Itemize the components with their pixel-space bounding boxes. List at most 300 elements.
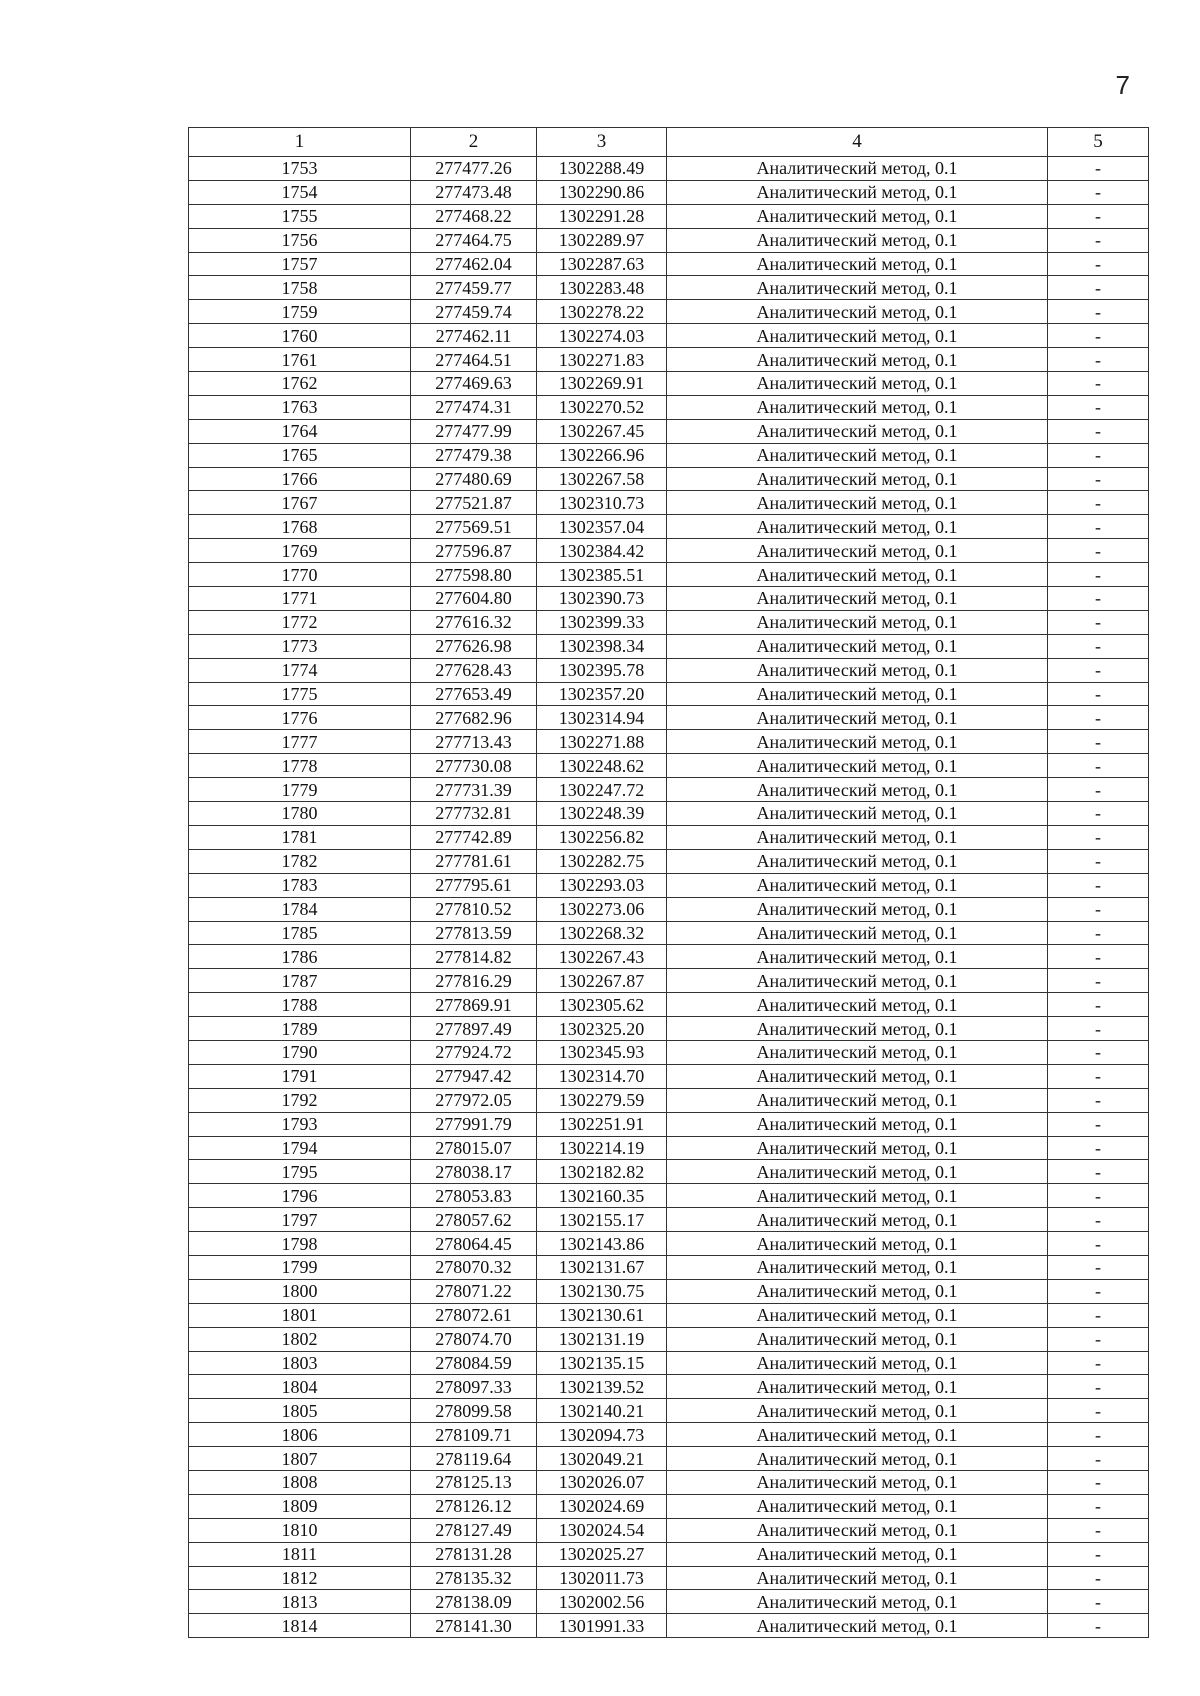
method-cell: Аналитический метод, 0.1 <box>667 1088 1048 1112</box>
note-cell: - <box>1048 825 1149 849</box>
table-row <box>189 682 1149 706</box>
method-cell: Аналитический метод, 0.1 <box>667 1494 1048 1518</box>
method-cell: Аналитический метод, 0.1 <box>667 1518 1048 1542</box>
x-coordinate-cell: 278074.70 <box>411 1327 537 1351</box>
table-row <box>189 1542 1149 1566</box>
point-number-cell: 1787 <box>189 969 411 993</box>
table-row <box>189 300 1149 324</box>
table-row <box>189 634 1149 658</box>
note-cell: - <box>1048 802 1149 826</box>
note-cell: - <box>1048 1566 1149 1590</box>
note-cell: - <box>1048 849 1149 873</box>
x-coordinate-cell: 277626.98 <box>411 634 537 658</box>
y-coordinate-cell: 1302385.51 <box>537 563 667 587</box>
note-cell: - <box>1048 1208 1149 1232</box>
y-coordinate-cell: 1302011.73 <box>537 1566 667 1590</box>
x-coordinate-cell: 277598.80 <box>411 563 537 587</box>
note-cell: - <box>1048 1542 1149 1566</box>
note-cell: - <box>1048 1470 1149 1494</box>
table-row <box>189 1447 1149 1471</box>
table-row <box>189 1136 1149 1160</box>
table-row <box>189 276 1149 300</box>
method-cell: Аналитический метод, 0.1 <box>667 706 1048 730</box>
note-cell: - <box>1048 921 1149 945</box>
x-coordinate-cell: 278135.32 <box>411 1566 537 1590</box>
point-number-cell: 1784 <box>189 897 411 921</box>
x-coordinate-cell: 277596.87 <box>411 539 537 563</box>
x-coordinate-cell: 277682.96 <box>411 706 537 730</box>
method-cell: Аналитический метод, 0.1 <box>667 372 1048 396</box>
table-row <box>189 1088 1149 1112</box>
note-cell: - <box>1048 300 1149 324</box>
point-number-cell: 1801 <box>189 1303 411 1327</box>
y-coordinate-cell: 1302293.03 <box>537 873 667 897</box>
method-cell: Аналитический метод, 0.1 <box>667 921 1048 945</box>
y-coordinate-cell: 1302395.78 <box>537 658 667 682</box>
y-coordinate-cell: 1302131.67 <box>537 1255 667 1279</box>
point-number-cell: 1779 <box>189 778 411 802</box>
method-cell: Аналитический метод, 0.1 <box>667 1136 1048 1160</box>
note-cell: - <box>1048 1088 1149 1112</box>
point-number-cell: 1766 <box>189 467 411 491</box>
table-row <box>189 1351 1149 1375</box>
method-cell: Аналитический метод, 0.1 <box>667 1303 1048 1327</box>
x-coordinate-cell: 278125.13 <box>411 1470 537 1494</box>
table-row <box>189 228 1149 252</box>
x-coordinate-cell: 277464.75 <box>411 228 537 252</box>
note-cell: - <box>1048 1160 1149 1184</box>
table-row <box>189 563 1149 587</box>
y-coordinate-cell: 1302390.73 <box>537 587 667 611</box>
y-coordinate-cell: 1302182.82 <box>537 1160 667 1184</box>
x-coordinate-cell: 277462.11 <box>411 324 537 348</box>
point-number-cell: 1804 <box>189 1375 411 1399</box>
y-coordinate-cell: 1302131.19 <box>537 1327 667 1351</box>
x-coordinate-cell: 277816.29 <box>411 969 537 993</box>
table-row <box>189 993 1149 1017</box>
note-cell: - <box>1048 658 1149 682</box>
coordinates-table-container <box>188 127 1148 1638</box>
method-cell: Аналитический метод, 0.1 <box>667 1160 1048 1184</box>
y-coordinate-cell: 1302155.17 <box>537 1208 667 1232</box>
x-coordinate-cell: 278070.32 <box>411 1255 537 1279</box>
point-number-cell: 1757 <box>189 252 411 276</box>
note-cell: - <box>1048 778 1149 802</box>
table-row <box>189 443 1149 467</box>
note-cell: - <box>1048 945 1149 969</box>
method-cell: Аналитический метод, 0.1 <box>667 730 1048 754</box>
x-coordinate-cell: 277869.91 <box>411 993 537 1017</box>
point-number-cell: 1810 <box>189 1518 411 1542</box>
x-coordinate-cell: 278127.49 <box>411 1518 537 1542</box>
table-row <box>189 1279 1149 1303</box>
point-number-cell: 1768 <box>189 515 411 539</box>
table-row <box>189 802 1149 826</box>
y-coordinate-cell: 1302160.35 <box>537 1184 667 1208</box>
point-number-cell: 1756 <box>189 228 411 252</box>
table-row <box>189 324 1149 348</box>
note-cell: - <box>1048 1112 1149 1136</box>
note-cell: - <box>1048 873 1149 897</box>
table-row <box>189 1470 1149 1494</box>
y-coordinate-cell: 1302025.27 <box>537 1542 667 1566</box>
point-number-cell: 1780 <box>189 802 411 826</box>
x-coordinate-cell: 278099.58 <box>411 1399 537 1423</box>
table-row <box>189 1327 1149 1351</box>
x-coordinate-cell: 278138.09 <box>411 1590 537 1614</box>
point-number-cell: 1783 <box>189 873 411 897</box>
x-coordinate-cell: 277521.87 <box>411 491 537 515</box>
method-cell: Аналитический метод, 0.1 <box>667 993 1048 1017</box>
y-coordinate-cell: 1302274.03 <box>537 324 667 348</box>
y-coordinate-cell: 1302279.59 <box>537 1088 667 1112</box>
x-coordinate-cell: 278119.64 <box>411 1447 537 1471</box>
method-cell: Аналитический метод, 0.1 <box>667 778 1048 802</box>
table-row <box>189 1566 1149 1590</box>
table-row <box>189 1399 1149 1423</box>
y-coordinate-cell: 1302248.62 <box>537 754 667 778</box>
note-cell: - <box>1048 157 1149 181</box>
x-coordinate-cell: 278072.61 <box>411 1303 537 1327</box>
method-cell: Аналитический метод, 0.1 <box>667 1112 1048 1136</box>
x-coordinate-cell: 277730.08 <box>411 754 537 778</box>
y-coordinate-cell: 1302357.04 <box>537 515 667 539</box>
table-row <box>189 204 1149 228</box>
x-coordinate-cell: 277569.51 <box>411 515 537 539</box>
table-row <box>189 825 1149 849</box>
point-number-cell: 1762 <box>189 372 411 396</box>
method-cell: Аналитический метод, 0.1 <box>667 849 1048 873</box>
table-row <box>189 348 1149 372</box>
y-coordinate-cell: 1302251.91 <box>537 1112 667 1136</box>
method-cell: Аналитический метод, 0.1 <box>667 1232 1048 1256</box>
table-row <box>189 1375 1149 1399</box>
note-cell: - <box>1048 1447 1149 1471</box>
method-cell: Аналитический метод, 0.1 <box>667 658 1048 682</box>
x-coordinate-cell: 278064.45 <box>411 1232 537 1256</box>
y-coordinate-cell: 1302278.22 <box>537 300 667 324</box>
method-cell: Аналитический метод, 0.1 <box>667 1470 1048 1494</box>
method-cell: Аналитический метод, 0.1 <box>667 204 1048 228</box>
y-coordinate-cell: 1302305.62 <box>537 993 667 1017</box>
x-coordinate-cell: 277653.49 <box>411 682 537 706</box>
point-number-cell: 1807 <box>189 1447 411 1471</box>
y-coordinate-cell: 1302256.82 <box>537 825 667 849</box>
x-coordinate-cell: 277469.63 <box>411 372 537 396</box>
x-coordinate-cell: 278126.12 <box>411 1494 537 1518</box>
table-row <box>189 1184 1149 1208</box>
table-row <box>189 1518 1149 1542</box>
method-cell: Аналитический метод, 0.1 <box>667 1064 1048 1088</box>
note-cell: - <box>1048 180 1149 204</box>
y-coordinate-cell: 1302271.83 <box>537 348 667 372</box>
table-row <box>189 1423 1149 1447</box>
point-number-cell: 1812 <box>189 1566 411 1590</box>
x-coordinate-cell: 277814.82 <box>411 945 537 969</box>
point-number-cell: 1754 <box>189 180 411 204</box>
y-coordinate-cell: 1302248.39 <box>537 802 667 826</box>
point-number-cell: 1759 <box>189 300 411 324</box>
method-cell: Аналитический метод, 0.1 <box>667 157 1048 181</box>
table-row <box>189 180 1149 204</box>
x-coordinate-cell: 277628.43 <box>411 658 537 682</box>
x-coordinate-cell: 277462.04 <box>411 252 537 276</box>
point-number-cell: 1758 <box>189 276 411 300</box>
table-row <box>189 897 1149 921</box>
y-coordinate-cell: 1302273.06 <box>537 897 667 921</box>
table-row <box>189 873 1149 897</box>
table-row <box>189 658 1149 682</box>
table-row <box>189 706 1149 730</box>
x-coordinate-cell: 277468.22 <box>411 204 537 228</box>
x-coordinate-cell: 277972.05 <box>411 1088 537 1112</box>
x-coordinate-cell: 278015.07 <box>411 1136 537 1160</box>
note-cell: - <box>1048 610 1149 634</box>
x-coordinate-cell: 277459.77 <box>411 276 537 300</box>
x-coordinate-cell: 277616.32 <box>411 610 537 634</box>
y-coordinate-cell: 1302002.56 <box>537 1590 667 1614</box>
method-cell: Аналитический метод, 0.1 <box>667 1017 1048 1041</box>
note-cell: - <box>1048 491 1149 515</box>
note-cell: - <box>1048 1327 1149 1351</box>
method-cell: Аналитический метод, 0.1 <box>667 563 1048 587</box>
header-row <box>189 128 1149 157</box>
x-coordinate-cell: 277781.61 <box>411 849 537 873</box>
y-coordinate-cell: 1302135.15 <box>537 1351 667 1375</box>
x-coordinate-cell: 277713.43 <box>411 730 537 754</box>
table-row <box>189 1064 1149 1088</box>
point-number-cell: 1795 <box>189 1160 411 1184</box>
x-coordinate-cell: 277473.48 <box>411 180 537 204</box>
note-cell: - <box>1048 228 1149 252</box>
point-number-cell: 1790 <box>189 1040 411 1064</box>
x-coordinate-cell: 277742.89 <box>411 825 537 849</box>
method-cell: Аналитический метод, 0.1 <box>667 491 1048 515</box>
x-coordinate-cell: 277480.69 <box>411 467 537 491</box>
point-number-cell: 1755 <box>189 204 411 228</box>
y-coordinate-cell: 1302214.19 <box>537 1136 667 1160</box>
method-cell: Аналитический метод, 0.1 <box>667 228 1048 252</box>
table-row <box>189 754 1149 778</box>
note-cell: - <box>1048 467 1149 491</box>
point-number-cell: 1793 <box>189 1112 411 1136</box>
note-cell: - <box>1048 1375 1149 1399</box>
point-number-cell: 1769 <box>189 539 411 563</box>
note-cell: - <box>1048 1184 1149 1208</box>
note-cell: - <box>1048 252 1149 276</box>
point-number-cell: 1776 <box>189 706 411 730</box>
point-number-cell: 1782 <box>189 849 411 873</box>
point-number-cell: 1781 <box>189 825 411 849</box>
y-coordinate-cell: 1302345.93 <box>537 1040 667 1064</box>
y-coordinate-cell: 1302026.07 <box>537 1470 667 1494</box>
note-cell: - <box>1048 634 1149 658</box>
table-row <box>189 849 1149 873</box>
point-number-cell: 1800 <box>189 1279 411 1303</box>
note-cell: - <box>1048 1017 1149 1041</box>
note-cell: - <box>1048 419 1149 443</box>
x-coordinate-cell: 277991.79 <box>411 1112 537 1136</box>
method-cell: Аналитический метод, 0.1 <box>667 515 1048 539</box>
header-col-3: 3 <box>537 128 667 157</box>
note-cell: - <box>1048 539 1149 563</box>
x-coordinate-cell: 277479.38 <box>411 443 537 467</box>
method-cell: Аналитический метод, 0.1 <box>667 610 1048 634</box>
y-coordinate-cell: 1302024.54 <box>537 1518 667 1542</box>
note-cell: - <box>1048 1494 1149 1518</box>
note-cell: - <box>1048 1423 1149 1447</box>
note-cell: - <box>1048 993 1149 1017</box>
point-number-cell: 1764 <box>189 419 411 443</box>
x-coordinate-cell: 277732.81 <box>411 802 537 826</box>
method-cell: Аналитический метод, 0.1 <box>667 1590 1048 1614</box>
table-row <box>189 610 1149 634</box>
x-coordinate-cell: 278141.30 <box>411 1614 537 1638</box>
y-coordinate-cell: 1302289.97 <box>537 228 667 252</box>
point-number-cell: 1791 <box>189 1064 411 1088</box>
note-cell: - <box>1048 682 1149 706</box>
y-coordinate-cell: 1302247.72 <box>537 778 667 802</box>
table-row <box>189 515 1149 539</box>
point-number-cell: 1785 <box>189 921 411 945</box>
y-coordinate-cell: 1302271.88 <box>537 730 667 754</box>
table-row <box>189 1232 1149 1256</box>
point-number-cell: 1760 <box>189 324 411 348</box>
point-number-cell: 1806 <box>189 1423 411 1447</box>
y-coordinate-cell: 1302130.61 <box>537 1303 667 1327</box>
table-row <box>189 945 1149 969</box>
table-row <box>189 1255 1149 1279</box>
table-row <box>189 1160 1149 1184</box>
x-coordinate-cell: 277897.49 <box>411 1017 537 1041</box>
x-coordinate-cell: 277810.52 <box>411 897 537 921</box>
method-cell: Аналитический метод, 0.1 <box>667 539 1048 563</box>
y-coordinate-cell: 1302288.49 <box>537 157 667 181</box>
note-cell: - <box>1048 324 1149 348</box>
method-cell: Аналитический метод, 0.1 <box>667 443 1048 467</box>
note-cell: - <box>1048 443 1149 467</box>
table-row <box>189 372 1149 396</box>
method-cell: Аналитический метод, 0.1 <box>667 1542 1048 1566</box>
header-col-5: 5 <box>1048 128 1149 157</box>
note-cell: - <box>1048 969 1149 993</box>
x-coordinate-cell: 277947.42 <box>411 1064 537 1088</box>
point-number-cell: 1771 <box>189 587 411 611</box>
point-number-cell: 1802 <box>189 1327 411 1351</box>
note-cell: - <box>1048 1399 1149 1423</box>
y-coordinate-cell: 1302384.42 <box>537 539 667 563</box>
y-coordinate-cell: 1302399.33 <box>537 610 667 634</box>
method-cell: Аналитический метод, 0.1 <box>667 1566 1048 1590</box>
table-row <box>189 1590 1149 1614</box>
note-cell: - <box>1048 897 1149 921</box>
note-cell: - <box>1048 395 1149 419</box>
point-number-cell: 1777 <box>189 730 411 754</box>
table-row <box>189 491 1149 515</box>
point-number-cell: 1765 <box>189 443 411 467</box>
x-coordinate-cell: 277464.51 <box>411 348 537 372</box>
note-cell: - <box>1048 730 1149 754</box>
point-number-cell: 1774 <box>189 658 411 682</box>
point-number-cell: 1798 <box>189 1232 411 1256</box>
table-row <box>189 1040 1149 1064</box>
method-cell: Аналитический метод, 0.1 <box>667 395 1048 419</box>
y-coordinate-cell: 1302314.94 <box>537 706 667 730</box>
x-coordinate-cell: 278131.28 <box>411 1542 537 1566</box>
point-number-cell: 1773 <box>189 634 411 658</box>
y-coordinate-cell: 1302290.86 <box>537 180 667 204</box>
point-number-cell: 1805 <box>189 1399 411 1423</box>
y-coordinate-cell: 1302024.69 <box>537 1494 667 1518</box>
method-cell: Аналитический метод, 0.1 <box>667 682 1048 706</box>
y-coordinate-cell: 1302325.20 <box>537 1017 667 1041</box>
point-number-cell: 1786 <box>189 945 411 969</box>
method-cell: Аналитический метод, 0.1 <box>667 300 1048 324</box>
y-coordinate-cell: 1302270.52 <box>537 395 667 419</box>
note-cell: - <box>1048 706 1149 730</box>
note-cell: - <box>1048 1590 1149 1614</box>
point-number-cell: 1809 <box>189 1494 411 1518</box>
method-cell: Аналитический метод, 0.1 <box>667 634 1048 658</box>
y-coordinate-cell: 1302266.96 <box>537 443 667 467</box>
y-coordinate-cell: 1302049.21 <box>537 1447 667 1471</box>
header-col-2: 2 <box>411 128 537 157</box>
note-cell: - <box>1048 1303 1149 1327</box>
table-row <box>189 1112 1149 1136</box>
method-cell: Аналитический метод, 0.1 <box>667 754 1048 778</box>
y-coordinate-cell: 1302283.48 <box>537 276 667 300</box>
y-coordinate-cell: 1302130.75 <box>537 1279 667 1303</box>
note-cell: - <box>1048 1518 1149 1542</box>
method-cell: Аналитический метод, 0.1 <box>667 1351 1048 1375</box>
method-cell: Аналитический метод, 0.1 <box>667 1279 1048 1303</box>
method-cell: Аналитический метод, 0.1 <box>667 252 1048 276</box>
note-cell: - <box>1048 372 1149 396</box>
table-row <box>189 252 1149 276</box>
y-coordinate-cell: 1302291.28 <box>537 204 667 228</box>
x-coordinate-cell: 278084.59 <box>411 1351 537 1375</box>
method-cell: Аналитический метод, 0.1 <box>667 467 1048 491</box>
y-coordinate-cell: 1302143.86 <box>537 1232 667 1256</box>
point-number-cell: 1788 <box>189 993 411 1017</box>
point-number-cell: 1811 <box>189 1542 411 1566</box>
y-coordinate-cell: 1302140.21 <box>537 1399 667 1423</box>
point-number-cell: 1763 <box>189 395 411 419</box>
note-cell: - <box>1048 276 1149 300</box>
method-cell: Аналитический метод, 0.1 <box>667 897 1048 921</box>
method-cell: Аналитический метод, 0.1 <box>667 1040 1048 1064</box>
table-row <box>189 157 1149 181</box>
table-row <box>189 1017 1149 1041</box>
point-number-cell: 1794 <box>189 1136 411 1160</box>
y-coordinate-cell: 1302268.32 <box>537 921 667 945</box>
note-cell: - <box>1048 754 1149 778</box>
method-cell: Аналитический метод, 0.1 <box>667 873 1048 897</box>
y-coordinate-cell: 1302267.87 <box>537 969 667 993</box>
y-coordinate-cell: 1302287.63 <box>537 252 667 276</box>
method-cell: Аналитический метод, 0.1 <box>667 276 1048 300</box>
method-cell: Аналитический метод, 0.1 <box>667 1614 1048 1638</box>
page-number: 7 <box>1115 70 1130 100</box>
point-number-cell: 1789 <box>189 1017 411 1041</box>
y-coordinate-cell: 1302267.45 <box>537 419 667 443</box>
note-cell: - <box>1048 1040 1149 1064</box>
method-cell: Аналитический метод, 0.1 <box>667 969 1048 993</box>
x-coordinate-cell: 277924.72 <box>411 1040 537 1064</box>
method-cell: Аналитический метод, 0.1 <box>667 1423 1048 1447</box>
method-cell: Аналитический метод, 0.1 <box>667 419 1048 443</box>
method-cell: Аналитический метод, 0.1 <box>667 1208 1048 1232</box>
